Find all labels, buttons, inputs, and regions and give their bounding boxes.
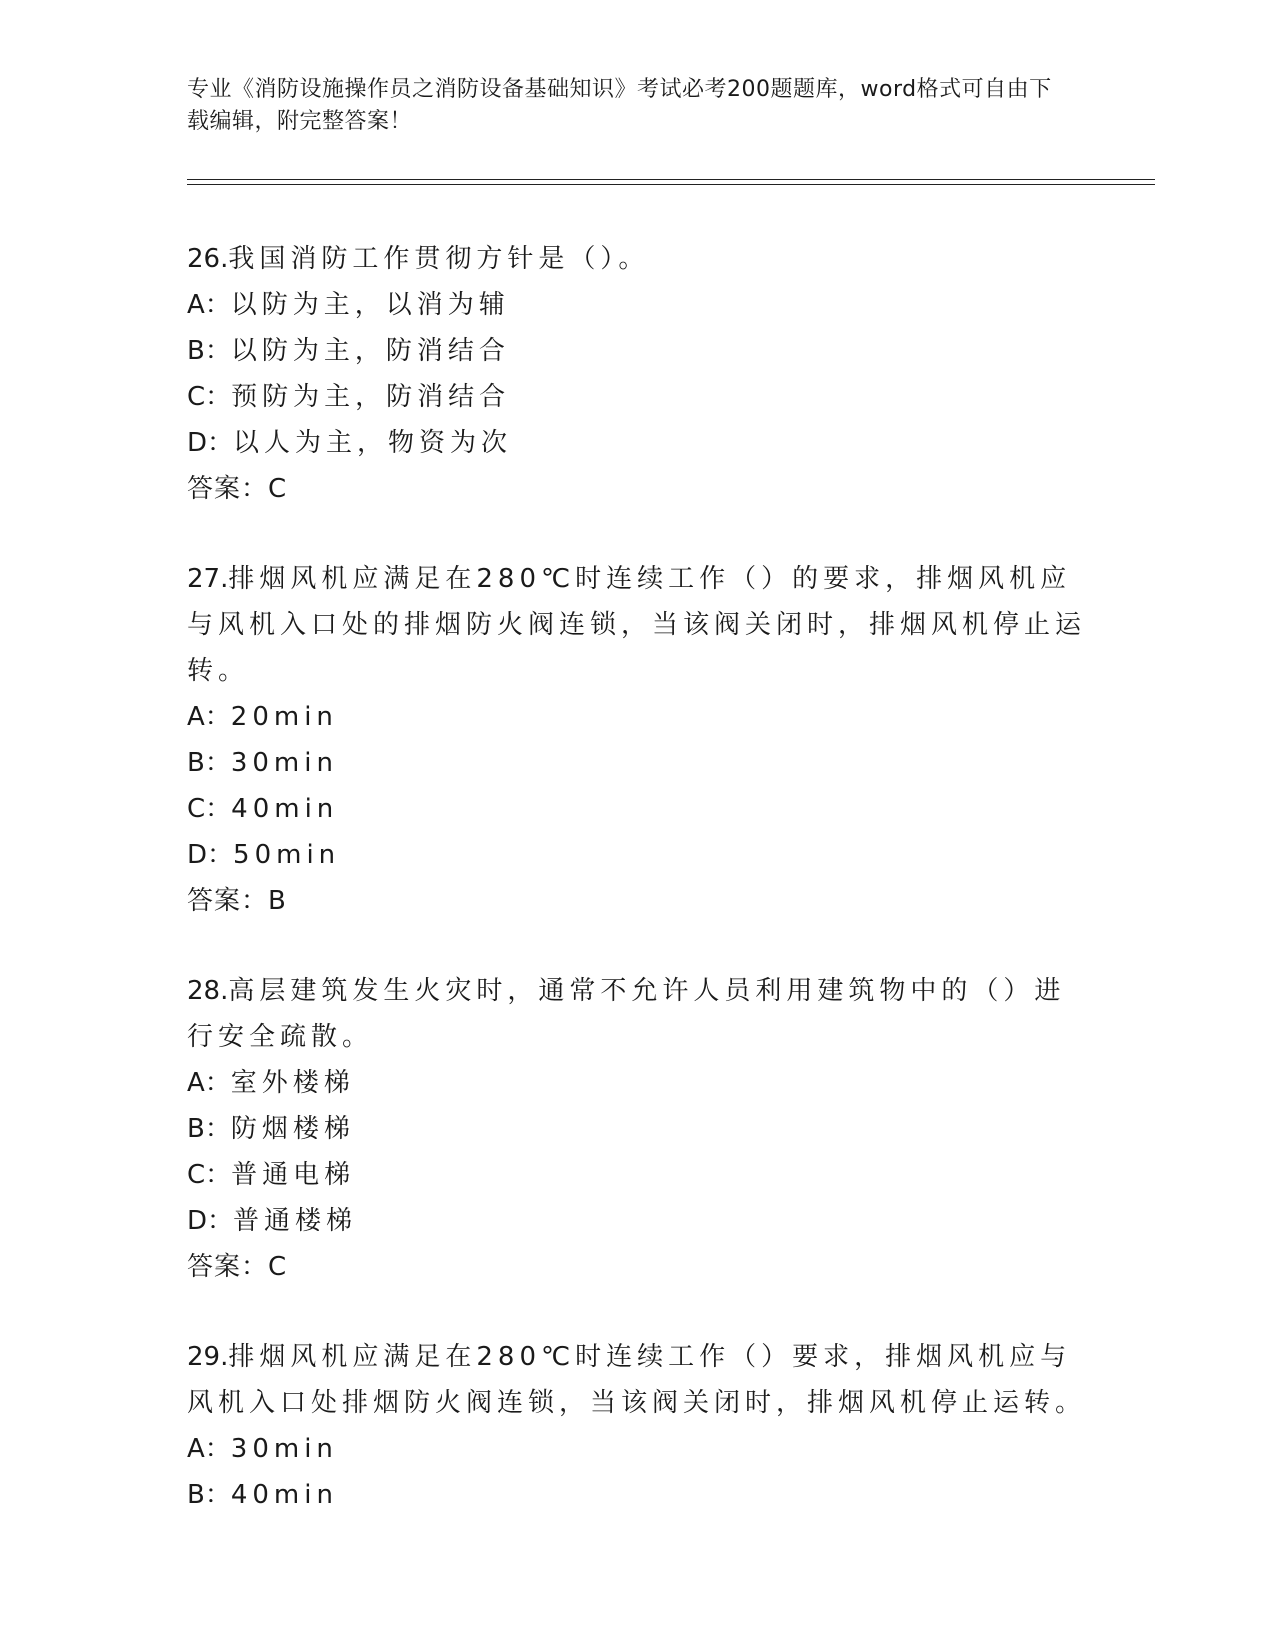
question-body: 排烟风机应满足在280℃时连续工作（）的要求，排烟风机应与风机入口处的排烟防火阀连锁，当该阀关闭时，排烟风机停止运转。: [187, 564, 1087, 686]
option-label: C：: [187, 382, 232, 412]
question-item: [187, 968, 1087, 1290]
answer-text: 答案：B: [187, 886, 287, 916]
option-label: B：: [187, 336, 231, 366]
option-label: C：: [187, 794, 232, 824]
question-body: 我国消防工作贯彻方针是（）。: [228, 244, 650, 274]
option-a: [187, 694, 1087, 740]
option-label: A：: [187, 702, 231, 732]
question-number: 28.: [187, 976, 229, 1006]
option-text: 普通楼梯: [233, 1206, 358, 1236]
option-label: D：: [187, 1206, 234, 1236]
question-item: [187, 1334, 1087, 1518]
answer-text: 答案：C: [187, 474, 288, 504]
question-item: [187, 556, 1087, 924]
option-label: A：: [187, 1068, 231, 1098]
option-b: [187, 1472, 1087, 1518]
question-text: [187, 236, 1087, 282]
question-text: [187, 1334, 1087, 1426]
option-a: [187, 282, 1087, 328]
option-text: 20min: [230, 702, 338, 732]
option-d: [187, 1198, 1087, 1244]
option-d: [187, 832, 1087, 878]
option-label: D：: [187, 840, 234, 870]
option-c: [187, 374, 1087, 420]
option-label: B：: [187, 1480, 231, 1510]
question-body: 高层建筑发生火灾时，通常不允许人员利用建筑物中的（）进行安全疏散。: [187, 976, 1066, 1052]
option-a: [187, 1060, 1087, 1106]
option-d: [187, 420, 1087, 466]
option-text: 40min: [230, 1480, 338, 1510]
option-label: A：: [187, 1434, 231, 1464]
option-text: 室外楼梯: [230, 1068, 355, 1098]
question-number: 27.: [187, 564, 229, 594]
option-label: A：: [187, 290, 231, 320]
option-c: [187, 1152, 1087, 1198]
option-text: 预防为主，防消结合: [231, 382, 511, 412]
question-number: 29.: [187, 1342, 229, 1372]
option-text: 以防为主，防消结合: [230, 336, 510, 366]
option-b: [187, 1106, 1087, 1152]
header-intro-text: 专业《消防设施操作员之消防设备基础知识》考试必考200题题库，word格式可自由下载编辑，附完整答案！: [187, 77, 1052, 134]
option-b: [187, 328, 1087, 374]
question-text: [187, 968, 1087, 1060]
option-text: 40min: [231, 794, 339, 824]
option-text: 50min: [233, 840, 341, 870]
option-text: 以防为主，以消为辅: [230, 290, 510, 320]
question-body: 排烟风机应满足在280℃时连续工作（）要求，排烟风机应与风机入口处排烟防火阀连锁，当该阀关闭时，排烟风机停止运转。: [187, 1342, 1087, 1418]
question-item: [187, 236, 1087, 512]
option-label: D：: [187, 428, 234, 458]
option-b: [187, 740, 1087, 786]
header-divider-top: [187, 179, 1155, 180]
document-header: [187, 74, 1067, 138]
option-text: 普通电梯: [231, 1160, 356, 1190]
option-text: 防烟楼梯: [230, 1114, 355, 1144]
option-a: [187, 1426, 1087, 1472]
answer-text: 答案：C: [187, 1252, 288, 1282]
question-number: 26.: [187, 244, 229, 274]
option-text: 30min: [230, 1434, 338, 1464]
option-text: 30min: [230, 748, 338, 778]
question-text: [187, 556, 1087, 694]
option-label: C：: [187, 1160, 232, 1190]
option-label: B：: [187, 748, 231, 778]
option-c: [187, 786, 1087, 832]
header-divider-bottom: [187, 184, 1155, 185]
option-text: 以人为主，物资为次: [233, 428, 513, 458]
question-list: [187, 236, 1087, 1562]
option-label: B：: [187, 1114, 231, 1144]
